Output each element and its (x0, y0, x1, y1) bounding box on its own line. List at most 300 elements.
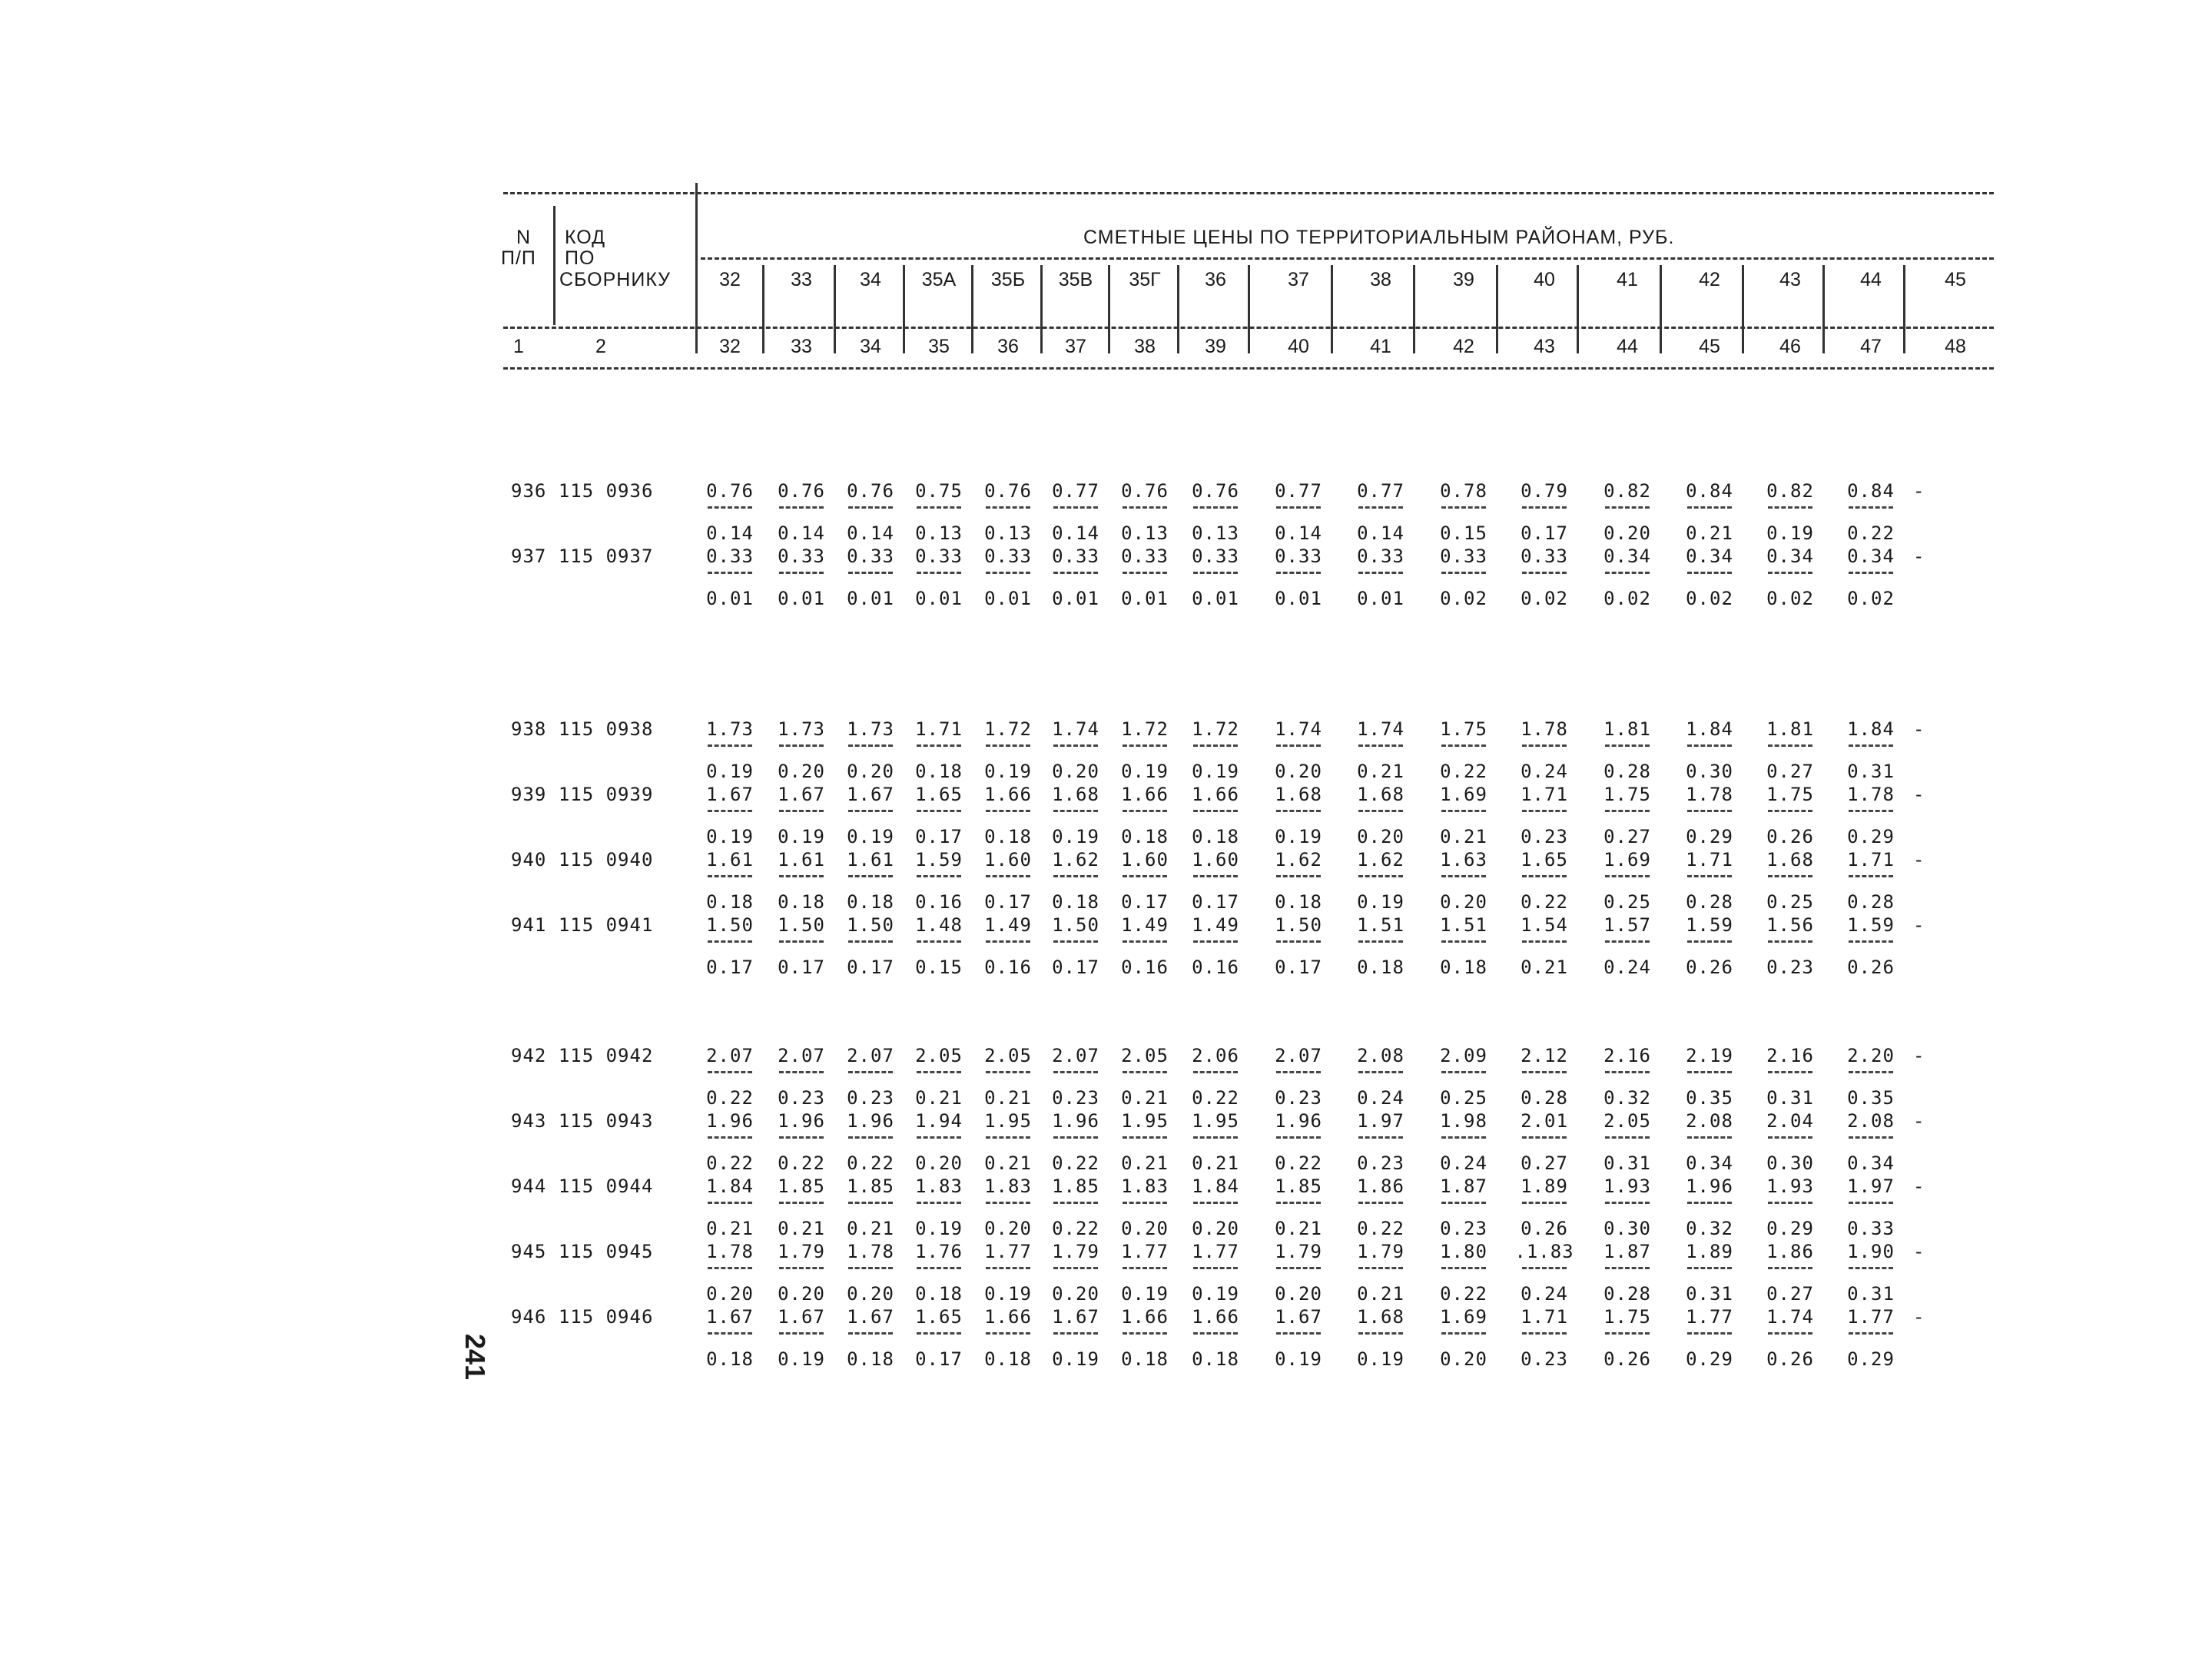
price-numerator: 2.07 (1275, 1045, 1322, 1066)
price-numerator: 0.33 (1192, 545, 1239, 567)
price-denominator: 0.26 (1686, 957, 1733, 978)
price-denominator: 0.21 (847, 1218, 894, 1239)
fraction-bar (1768, 572, 1812, 574)
price-numerator: 1.84 (1686, 718, 1733, 740)
price-numerator: 1.96 (778, 1110, 825, 1132)
price-numerator: 2.05 (915, 1045, 963, 1066)
price-numerator: 0.84 (1686, 480, 1733, 502)
price-numerator: 1.78 (1847, 784, 1895, 805)
fraction-bar (1849, 1136, 1893, 1139)
column-number-cell: 35 (928, 336, 950, 357)
price-denominator: 0.02 (1766, 588, 1814, 609)
price-denominator: 0.18 (1192, 826, 1239, 847)
price-numerator: 2.08 (1686, 1110, 1733, 1132)
price-numerator: 2.16 (1603, 1045, 1651, 1066)
fraction-bar (1053, 1202, 1098, 1204)
price-denominator: 0.32 (1603, 1087, 1651, 1109)
fraction-bar (1605, 1332, 1650, 1335)
price-numerator: 0.33 (1121, 545, 1169, 567)
price-numerator: 1.85 (1275, 1176, 1322, 1197)
price-numerator: 1.95 (1121, 1110, 1169, 1132)
price-numerator: 1.60 (1192, 849, 1239, 870)
price-numerator: 1.67 (847, 1306, 894, 1328)
fraction-bar (1123, 1071, 1167, 1073)
price-denominator: 0.18 (1121, 826, 1169, 847)
price-numerator: 1.50 (847, 914, 894, 936)
fraction-bar (1193, 572, 1238, 574)
fraction-bar (1193, 1071, 1238, 1073)
fraction-bar (917, 572, 961, 574)
price-numerator: 1.78 (1686, 784, 1733, 805)
fraction-bar (917, 1332, 961, 1335)
fraction-bar (1687, 810, 1732, 812)
price-numerator: 0.82 (1766, 480, 1814, 502)
fraction-bar (779, 875, 824, 877)
price-denominator: 0.20 (1052, 761, 1099, 782)
price-denominator: 0.21 (1357, 761, 1404, 782)
fraction-bar (848, 940, 893, 943)
fraction-bar (779, 1071, 824, 1073)
fraction-bar (1687, 506, 1732, 509)
fraction-bar (1522, 875, 1567, 877)
price-denominator: 0.01 (1192, 588, 1239, 609)
price-denominator: 0.14 (1275, 522, 1322, 544)
column-number-cell: 42 (1453, 336, 1474, 357)
price-numerator: 1.96 (706, 1110, 754, 1132)
price-numerator: 1.62 (1052, 849, 1099, 870)
price-numerator: 1.54 (1521, 914, 1568, 936)
fraction-bar (1768, 940, 1812, 943)
price-numerator: 2.09 (1440, 1045, 1487, 1066)
district-header-cell: 35Г (1129, 269, 1161, 290)
price-denominator: 0.17 (847, 957, 894, 978)
fraction-bar (1605, 810, 1650, 812)
price-numerator: 1.49 (1121, 914, 1169, 936)
fraction-bar (1358, 940, 1403, 943)
row-number: 940 (511, 849, 547, 870)
price-numerator: 1.68 (1766, 849, 1814, 870)
district-divider (1903, 265, 1905, 353)
fraction-bar (1441, 810, 1486, 812)
price-numerator: 0.82 (1603, 480, 1651, 502)
fraction-bar (1358, 1071, 1403, 1073)
price-numerator: 1.65 (1521, 849, 1568, 870)
fraction-bar (708, 1267, 752, 1269)
fraction-bar (986, 744, 1030, 747)
price-denominator: 0.20 (1052, 1283, 1099, 1305)
price-numerator: 1.67 (706, 1306, 754, 1328)
price-numerator: 1.68 (1052, 784, 1099, 805)
row-code: 115 0936 (558, 480, 654, 502)
price-denominator: 0.20 (1440, 891, 1487, 913)
fraction-bar (1441, 1136, 1486, 1139)
fraction-bar (1441, 1202, 1486, 1204)
column-number-cell: 33 (791, 336, 812, 357)
fraction-bar (1053, 506, 1098, 509)
district-header-cell: 32 (719, 269, 741, 290)
price-numerator: 1.96 (847, 1110, 894, 1132)
price-numerator: 1.75 (1603, 1306, 1651, 1328)
price-numerator: 1.80 (1440, 1241, 1487, 1262)
price-numerator: 1.93 (1603, 1176, 1651, 1197)
fraction-bar (1276, 940, 1321, 943)
district-header-cell: 34 (860, 269, 881, 290)
fraction-bar (848, 1267, 893, 1269)
fraction-bar (1522, 940, 1567, 943)
fraction-bar (1687, 940, 1732, 943)
price-denominator: 0.31 (1686, 1283, 1733, 1305)
price-denominator: 0.17 (1521, 522, 1568, 544)
price-numerator: 0.79 (1521, 480, 1568, 502)
district-header-cell: 45 (1945, 269, 1966, 290)
column-number-cell: 47 (1860, 336, 1882, 357)
price-numerator: 1.69 (1440, 784, 1487, 805)
price-denominator: 0.22 (1521, 891, 1568, 913)
fraction-bar (708, 506, 752, 509)
price-denominator: 0.21 (1192, 1152, 1239, 1174)
price-numerator: 1.74 (1052, 718, 1099, 740)
fraction-bar (1358, 1202, 1403, 1204)
price-denominator: 0.23 (1052, 1087, 1099, 1109)
price-numerator: 0.33 (1357, 545, 1404, 567)
price-numerator: 1.73 (778, 718, 825, 740)
district-divider (1577, 265, 1579, 353)
price-denominator: 0.20 (847, 761, 894, 782)
price-numerator: 1.56 (1766, 914, 1814, 936)
district-header-cell: 35А (921, 269, 957, 290)
district-header-cell: 37 (1288, 269, 1309, 290)
price-denominator: 0.21 (984, 1152, 1032, 1174)
fraction-bar (848, 810, 893, 812)
price-denominator: 0.23 (1440, 1218, 1487, 1239)
price-numerator: 1.78 (847, 1241, 894, 1262)
fraction-bar (1605, 506, 1650, 509)
price-denominator: 0.21 (1440, 826, 1487, 847)
price-denominator: 0.20 (915, 1152, 963, 1174)
price-numerator: 0.84 (1847, 480, 1895, 502)
price-numerator: 0.75 (915, 480, 963, 502)
price-denominator: 0.17 (1275, 957, 1322, 978)
fraction-bar (848, 1202, 893, 1204)
fraction-bar (1193, 1267, 1238, 1269)
fraction-bar (1768, 1332, 1812, 1335)
price-denominator: 0.20 (1275, 1283, 1322, 1305)
price-numerator: 1.97 (1847, 1176, 1895, 1197)
price-numerator: 0.34 (1847, 545, 1895, 567)
row-number: 936 (511, 480, 547, 502)
row-label (511, 914, 653, 936)
district-divider (1040, 265, 1043, 353)
price-numerator: 1.84 (706, 1176, 754, 1197)
price-numerator: 1.49 (1192, 914, 1239, 936)
fraction-bar (708, 940, 752, 943)
price-denominator: 0.13 (915, 522, 963, 544)
price-denominator: 0.29 (1847, 1348, 1895, 1370)
price-denominator: 0.19 (778, 1348, 825, 1370)
row-code: 115 0946 (558, 1306, 654, 1328)
price-denominator: 0.02 (1603, 588, 1651, 609)
price-denominator: 0.20 (1603, 522, 1651, 544)
price-denominator: 0.18 (778, 891, 825, 913)
fraction-bar (1123, 875, 1167, 877)
price-denominator: 0.21 (1686, 522, 1733, 544)
price-numerator: 0.76 (706, 480, 754, 502)
fraction-bar (986, 1267, 1030, 1269)
row-number: 942 (511, 1045, 547, 1066)
fraction-bar (1358, 572, 1403, 574)
district-header-cell: 38 (1370, 269, 1391, 290)
fraction-bar (1123, 810, 1167, 812)
price-numerator: 1.85 (778, 1176, 825, 1197)
fraction-bar (1522, 1136, 1567, 1139)
price-numerator: 1.63 (1440, 849, 1487, 870)
empty-district-45-dash: - (1913, 914, 1925, 936)
fraction-bar (1358, 744, 1403, 747)
price-numerator: 1.66 (1192, 784, 1239, 805)
fraction-bar (848, 744, 893, 747)
row-label (511, 480, 653, 502)
column-number-cell: 1 (513, 336, 524, 357)
fraction-bar (1053, 1267, 1098, 1269)
price-numerator: 1.62 (1357, 849, 1404, 870)
fraction-bar (1849, 1332, 1893, 1335)
fraction-bar (1768, 1071, 1812, 1073)
fraction-bar (1193, 1332, 1238, 1335)
price-numerator: 1.85 (847, 1176, 894, 1197)
price-denominator: 0.21 (1357, 1283, 1404, 1305)
district-header-cell: 43 (1779, 269, 1801, 290)
price-numerator: 1.59 (915, 849, 963, 870)
price-denominator: 0.01 (847, 588, 894, 609)
price-numerator: 1.50 (1275, 914, 1322, 936)
row-number: 939 (511, 784, 547, 805)
price-numerator: 2.05 (984, 1045, 1032, 1066)
price-denominator: 0.18 (706, 891, 754, 913)
price-denominator: 0.19 (1192, 1283, 1239, 1305)
price-denominator: 0.20 (706, 1283, 754, 1305)
price-denominator: 0.21 (915, 1087, 963, 1109)
price-numerator: 2.19 (1686, 1045, 1733, 1066)
fraction-bar (1849, 744, 1893, 747)
empty-district-45-dash: - (1913, 1045, 1925, 1066)
column-number-cell: 43 (1534, 336, 1555, 357)
price-denominator: 0.19 (1357, 891, 1404, 913)
fraction-bar (917, 1071, 961, 1073)
row-number: 945 (511, 1241, 547, 1262)
fraction-bar (1193, 506, 1238, 509)
fraction-bar (917, 810, 961, 812)
price-denominator: 0.15 (915, 957, 963, 978)
price-denominator: 0.24 (1357, 1087, 1404, 1109)
price-denominator: 0.27 (1766, 761, 1814, 782)
district-divider (1742, 265, 1744, 353)
district-divider (834, 265, 836, 353)
price-numerator: 1.96 (1275, 1110, 1322, 1132)
price-denominator: 0.16 (1121, 957, 1169, 978)
price-numerator: 1.61 (778, 849, 825, 870)
price-denominator: 0.01 (984, 588, 1032, 609)
price-numerator: 1.69 (1440, 1306, 1487, 1328)
price-denominator: 0.22 (1357, 1218, 1404, 1239)
price-denominator: 0.18 (1121, 1348, 1169, 1370)
row-code: 115 0937 (558, 545, 654, 567)
price-numerator: 1.79 (1275, 1241, 1322, 1262)
price-numerator: 2.04 (1766, 1110, 1814, 1132)
price-numerator: 1.81 (1766, 718, 1814, 740)
price-denominator: 0.23 (847, 1087, 894, 1109)
price-denominator: 0.18 (1192, 1348, 1239, 1370)
price-denominator: 0.22 (778, 1152, 825, 1174)
empty-district-45-dash: - (1913, 718, 1925, 740)
price-denominator: 0.31 (1847, 1283, 1895, 1305)
price-denominator: 0.20 (1192, 1218, 1239, 1239)
price-denominator: 0.20 (1121, 1218, 1169, 1239)
fraction-bar (1358, 1136, 1403, 1139)
price-denominator: 0.35 (1847, 1087, 1895, 1109)
row-code: 115 0942 (558, 1045, 654, 1066)
price-numerator: 1.60 (1121, 849, 1169, 870)
empty-district-45-dash: - (1913, 480, 1925, 502)
district-header-cell: 33 (791, 269, 812, 290)
price-numerator: 1.95 (1192, 1110, 1239, 1132)
fraction-bar (779, 1136, 824, 1139)
price-denominator: 0.20 (984, 1218, 1032, 1239)
fraction-bar (1849, 810, 1893, 812)
price-denominator: 0.02 (1686, 588, 1733, 609)
price-denominator: 0.01 (1121, 588, 1169, 609)
fraction-bar (1276, 1202, 1321, 1204)
price-denominator: 0.19 (1766, 522, 1814, 544)
price-denominator: 0.23 (1766, 957, 1814, 978)
district-header-cell: 36 (1205, 269, 1226, 290)
fraction-bar (1053, 572, 1098, 574)
fraction-bar (1441, 940, 1486, 943)
column-number-cell: 38 (1134, 336, 1156, 357)
price-denominator: 0.19 (984, 1283, 1032, 1305)
district-divider (1331, 265, 1333, 353)
row-code: 115 0944 (558, 1176, 654, 1197)
fraction-bar (1687, 572, 1732, 574)
price-denominator: 0.24 (1603, 957, 1651, 978)
price-denominator: 0.23 (778, 1087, 825, 1109)
price-denominator: 0.26 (1766, 1348, 1814, 1370)
price-denominator: 0.01 (778, 588, 825, 609)
price-numerator: 1.90 (1847, 1241, 1895, 1262)
row-label (511, 1176, 653, 1197)
price-numerator: 1.96 (1052, 1110, 1099, 1132)
row-number: 944 (511, 1176, 547, 1197)
price-numerator: 1.83 (1121, 1176, 1169, 1197)
empty-district-45-dash: - (1913, 1241, 1925, 1262)
price-numerator: 1.65 (915, 784, 963, 805)
price-numerator: 1.77 (1121, 1241, 1169, 1262)
price-numerator: 1.59 (1847, 914, 1895, 936)
price-denominator: 0.19 (1192, 761, 1239, 782)
price-numerator: 1.48 (915, 914, 963, 936)
price-numerator: 1.67 (778, 1306, 825, 1328)
row-code: 115 0938 (558, 718, 654, 740)
price-denominator: 0.28 (1603, 1283, 1651, 1305)
price-denominator: 0.22 (706, 1087, 754, 1109)
header-rule-bottom (503, 367, 1994, 370)
price-denominator: 0.18 (1052, 891, 1099, 913)
np-label-2: П/П (501, 247, 536, 269)
price-denominator: 0.21 (706, 1218, 754, 1239)
fraction-bar (1849, 940, 1893, 943)
price-denominator: 0.18 (847, 891, 894, 913)
price-numerator: 1.72 (1121, 718, 1169, 740)
price-numerator: 1.79 (778, 1241, 825, 1262)
fraction-bar (1522, 810, 1567, 812)
fraction-bar (1193, 875, 1238, 877)
price-denominator: 0.29 (1766, 1218, 1814, 1239)
price-numerator: 1.66 (1121, 784, 1169, 805)
fraction-bar (1605, 1136, 1650, 1139)
fraction-bar (1276, 506, 1321, 509)
price-numerator: 1.89 (1686, 1241, 1733, 1262)
price-denominator: 0.23 (1521, 1348, 1568, 1370)
fraction-bar (1441, 572, 1486, 574)
price-numerator: 0.34 (1686, 545, 1733, 567)
price-numerator: 1.66 (984, 1306, 1032, 1328)
price-denominator: 0.18 (915, 761, 963, 782)
price-denominator: 0.17 (915, 826, 963, 847)
price-numerator: 2.08 (1847, 1110, 1895, 1132)
price-numerator: 1.93 (1766, 1176, 1814, 1197)
fraction-bar (1605, 1267, 1650, 1269)
price-numerator: 1.77 (1686, 1306, 1733, 1328)
fraction-bar (1522, 1267, 1567, 1269)
fraction-bar (1123, 1267, 1167, 1269)
page-number: 241 (459, 1333, 492, 1381)
price-numerator: 1.75 (1603, 784, 1651, 805)
price-numerator: 1.67 (1052, 1306, 1099, 1328)
fraction-bar (1522, 1332, 1567, 1335)
district-divider (903, 265, 905, 353)
fraction-bar (1849, 1267, 1893, 1269)
fraction-bar (1358, 1267, 1403, 1269)
fraction-bar (1768, 1202, 1812, 1204)
code-label-1: КОД (565, 227, 606, 248)
price-denominator: 0.19 (984, 761, 1032, 782)
fraction-bar (917, 1202, 961, 1204)
fraction-bar (917, 744, 961, 747)
fraction-bar (779, 940, 824, 943)
fraction-bar (848, 506, 893, 509)
fraction-bar (848, 1136, 893, 1139)
price-denominator: 0.25 (1766, 891, 1814, 913)
fraction-bar (986, 572, 1030, 574)
fraction-bar (779, 1332, 824, 1335)
fraction-bar (1053, 1136, 1098, 1139)
fraction-bar (1768, 1136, 1812, 1139)
price-denominator: 0.22 (1440, 761, 1487, 782)
price-denominator: 0.20 (778, 761, 825, 782)
row-number: 943 (511, 1110, 547, 1132)
price-numerator: 2.05 (1121, 1045, 1169, 1066)
price-denominator: 0.27 (1766, 1283, 1814, 1305)
price-numerator: 0.33 (915, 545, 963, 567)
fraction-bar (1358, 810, 1403, 812)
price-denominator: 0.21 (778, 1218, 825, 1239)
price-numerator: 0.33 (847, 545, 894, 567)
column-number-cell: 36 (997, 336, 1019, 357)
price-denominator: 0.26 (1847, 957, 1895, 978)
price-numerator: 1.74 (1275, 718, 1322, 740)
fraction-bar (708, 810, 752, 812)
column-number-cell: 37 (1065, 336, 1086, 357)
price-numerator: 0.76 (847, 480, 894, 502)
